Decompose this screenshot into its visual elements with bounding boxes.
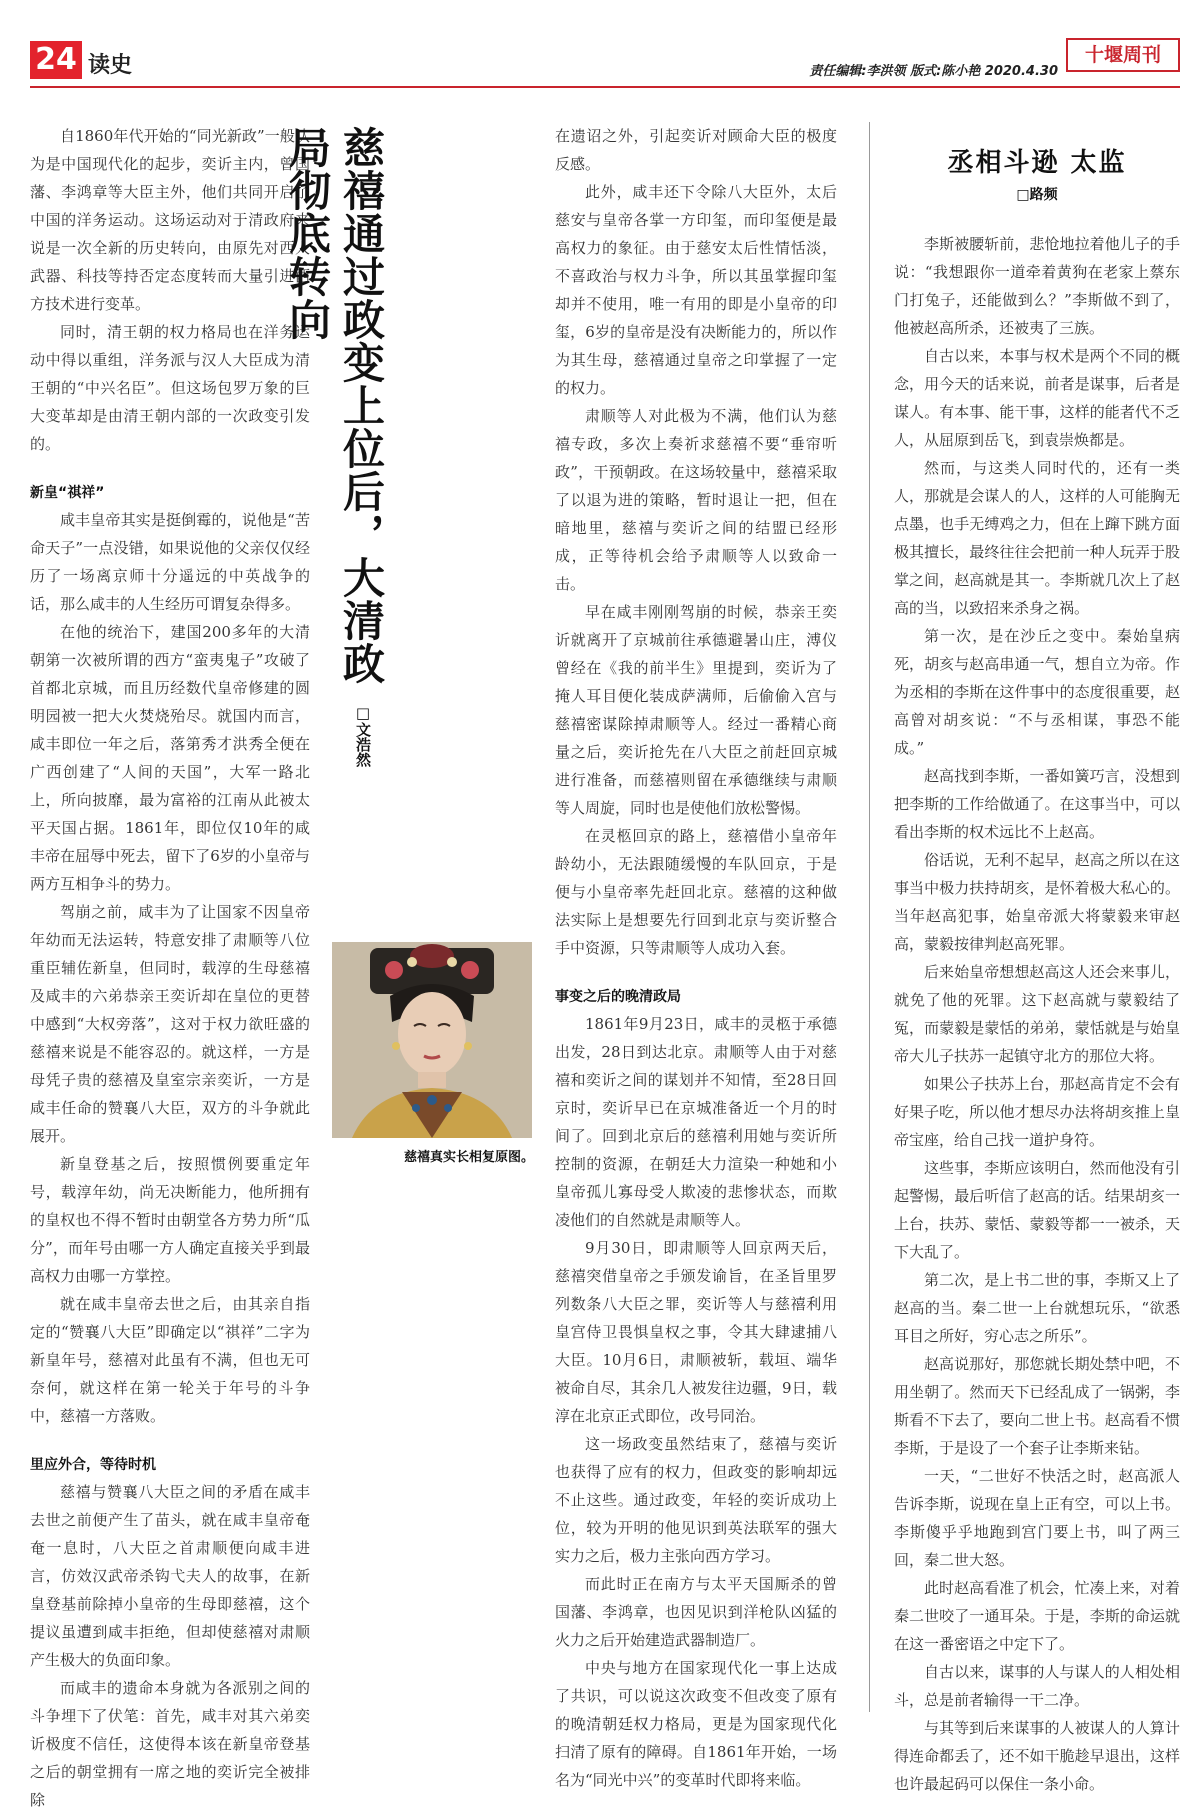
paragraph: 咸丰皇帝其实是挺倒霉的，说他是“苦命天子”一点没错，如果说他的父亲仅仅经历了一场离京师十分遥远的中英战争的话，那么咸丰的人生经历可谓复杂得多。 bbox=[30, 511, 310, 613]
paragraph: 早在咸丰刚刚驾崩的时候，恭亲王奕䜣就离开了京城前往承德避暑山庄，溥仪曾经在《我的前半生》里提到，奕䜣为了掩人耳目便化装成萨满师，后偷偷入宫与慈禧密谋除掉肃顺等人。经过一番精心商量之后，奕䜣抢先在八大臣之前赶回京城进行准备，而慈禧则留在承德继续与肃顺等人周旋，同时也是使他们放松警惕。 bbox=[555, 603, 837, 817]
page-header bbox=[0, 0, 1200, 100]
side-article-body bbox=[894, 230, 1180, 1798]
paragraph: 俗话说，无利不起早，赵高之所以在这事当中极力扶持胡亥，是怀着极大私心的。当年赵高犯事，始皇帝派大将蒙毅来审赵高，蒙毅按律判赵高死罪。 bbox=[894, 851, 1180, 953]
paragraph: 如果公子扶苏上台，那赵高肯定不会有好果子吃，所以他才想尽办法将胡亥推上皇帝宝座，给自己找一道护身符。 bbox=[894, 1075, 1180, 1149]
paragraph: 这一场政变虽然结束了，慈禧与奕䜣也获得了应有的权力，但政变的影响却远不止这些。通过政变，年轻的奕䜣成功上位，较为开明的他见识到英法联军的强大实力之后，极力主张向西方学习。 bbox=[555, 1435, 837, 1565]
paragraph: 而此时正在南方与太平天国厮杀的曾国藩、李鸿章，也因见识到洋枪队凶猛的火力之后开始建造武器制造厂。 bbox=[555, 1575, 837, 1649]
paragraph: 自古以来，本事与权术是两个不同的概念，用今天的话来说，前者是谋事，后者是谋人。有本事、能干事，这样的能者代不乏人，从屈原到岳飞，到袁崇焕都是。 bbox=[894, 347, 1180, 449]
paragraph: 然而，与这类人同时代的，还有一类人，那就是会谋人的人，这样的人可能胸无点墨，也手无缚鸡之力，但在上蹿下跳方面极其擅长，最终往往会把前一种人玩弄于股掌之间，赵高就是其一。李斯就几次上了赵高的当，以致招来杀身之祸。 bbox=[894, 459, 1180, 617]
paragraph: 第二次，是上书二世的事，李斯又上了赵高的当。秦二世一上台就想玩乐，“欲悉耳目之所好，穷心志之所乐”。 bbox=[894, 1271, 1180, 1345]
paragraph: 后来始皇帝想想赵高这人还会来事儿，就免了他的死罪。这下赵高就与蒙毅结了冤，而蒙毅是蒙恬的弟弟，蒙恬就是与始皇帝大儿子扶苏一起镇守北方的那位大将。 bbox=[894, 963, 1180, 1065]
section-name: 读史 bbox=[88, 53, 133, 78]
paragraph: 肃顺等人对此极为不满，他们认为慈禧专政，多次上奏祈求慈禧不要“垂帘听政”，干预朝政。在这场较量中，慈禧采取了以退为进的策略，暂时退让一把，但在暗地里，慈禧与奕䜣之间的结盟已经形成，正等待机会给予肃顺等人以致命一击。 bbox=[555, 407, 837, 593]
paragraph: 在遗诏之外，引起奕䜣对顾命大臣的极度反感。 bbox=[555, 127, 837, 173]
side-article-title: 丞相斗逊 太监 bbox=[947, 148, 1127, 178]
paragraph: 慈禧与赞襄八大臣之间的矛盾在咸丰去世之前便产生了苗头，就在咸丰皇帝奄奄一息时，八大臣之首肃顺便向咸丰进言，仿效汉武帝杀钩弋夫人的故事，在新皇登基前除掉小皇帝的生母即慈禧，这个提议虽遭到咸丰拒绝，但却使慈禧对肃顺产生极大的负面印象。 bbox=[30, 1483, 310, 1669]
paragraph: 这些事，李斯应该明白，然而他没有引起警惕，最后听信了赵高的话。结果胡亥一上台，扶苏、蒙恬、蒙毅等都一一被杀，天下大乱了。 bbox=[894, 1159, 1180, 1261]
header-rule bbox=[30, 86, 1180, 88]
paragraph: 9月30日，即肃顺等人回京两天后，慈禧突借皇帝之手颁发谕旨，在圣旨里罗列数条八大臣之罪，奕䜣等人与慈禧利用皇宫侍卫畏惧皇权之事，令其大肆逮捕八大臣。10月6日，肃顺被斩，载垣、端华被命自尽，其余几人被发往边疆，9日，载淳在北京正式即位，改号同治。 bbox=[555, 1239, 837, 1425]
paragraph: 就在咸丰皇帝去世之后，由其亲自指定的“赞襄八大臣”即确定以“祺祥”二字为新皇年号，慈禧对此虽有不满，但也无可奈何，就这样在第一轮关于年号的斗争中，慈禧一方落败。 bbox=[30, 1295, 310, 1425]
main-article-title: 慈禧通过政变上位后，大清政局彻底转向 bbox=[283, 126, 386, 685]
paragraph: 一天，“二世好不快活之时，赵高派人告诉李斯，说现在皇上正有空，可以上书。李斯傻乎乎地跑到宫门要上书，叫了两三回，秦二世大怒。 bbox=[894, 1467, 1180, 1569]
paragraph: 赵高找到李斯，一番如簧巧言，没想到把李斯的工作给做通了。在这事当中，可以看出李斯的权术远比不上赵高。 bbox=[894, 767, 1180, 841]
side-article-byline: □路频 bbox=[1016, 187, 1058, 203]
page-number: 24 bbox=[30, 41, 82, 79]
paragraph: 新皇登基之后，按照惯例要重定年号，载淳年幼，尚无决断能力，他所拥有的皇权也不得不暂时由朝堂各方势力所“瓜分”，而年号由哪一方人确定直接关乎到最高权力由哪一方掌控。 bbox=[30, 1155, 310, 1285]
column-divider bbox=[869, 122, 870, 1712]
paragraph: 而咸丰的遗命本身就为各派别之间的斗争埋下了伏笔：首先，咸丰对其六弟奕䜣极度不信任，这使得本该在新皇帝登基之后的朝堂拥有一席之地的奕䜣完全被排除 bbox=[30, 1679, 310, 1809]
subheading: 里应外合，等待时机 bbox=[30, 1457, 156, 1473]
paragraph: 驾崩之前，咸丰为了让国家不因皇帝年幼而无法运转，特意安排了肃顺等八位重臣辅佐新皇，但同时，载淳的生母慈禧及咸丰的六弟恭亲王奕䜣却在皇位的更替中感到“大权旁落”，这对于权力欲旺盛的慈禧来说是不能容忍的。就这样，一方是母凭子贵的慈禧及皇室宗亲奕䜣，一方是咸丰任命的赞襄八大臣，双方的斗争就此展开。 bbox=[30, 903, 310, 1145]
subheading: 事变之后的晚清政局 bbox=[555, 989, 681, 1005]
portrait-photo bbox=[332, 942, 532, 1138]
paragraph: 在他的统治下，建国200多年的大清朝第一次被所谓的西方“蛮夷鬼子”攻破了首都北京城，而且历经数代皇帝修建的圆明园被一把大火焚烧殆尽。就国内而言，咸丰即位一年之后，落第秀才洪秀全便在广西创建了“人间的天国”，大军一路北上，所向披靡，最为富裕的江南从此被太平天国占据。1861年，即位仅10年的咸丰帝在屈辱中死去，留下了6岁的小皇帝与两方互相争斗的势力。 bbox=[30, 623, 310, 893]
paragraph: 赵高说那好，那您就长期处禁中吧，不用坐朝了。然而天下已经乱成了一锅粥，李斯看不下去了，要向二世上书。赵高看不惯李斯，于是设了一个套子让李斯来钻。 bbox=[894, 1355, 1180, 1457]
main-article-byline: □文浩然 bbox=[354, 704, 372, 767]
masthead-logo: 十堰周刊 bbox=[1066, 38, 1180, 72]
main-article-column-1 bbox=[30, 122, 310, 1814]
paragraph: 李斯被腰斩前，悲怆地拉着他儿子的手说：“我想跟你一道牵着黄狗在老家上蔡东门打兔子，还能做到么？”李斯做不到了，他被赵高所杀，还被夷了三族。 bbox=[894, 235, 1180, 337]
paragraph: 在灵柩回京的路上，慈禧借小皇帝年龄幼小，无法跟随缓慢的车队回京，于是便与小皇帝率先赶回北京。慈禧的这种做法实际上是想要先行回到北京与奕䜣整合手中资源，只等肃顺等人成功入套。 bbox=[555, 827, 837, 957]
paragraph: 自1860年代开始的“同光新政”一般认为是中国现代化的起步，奕䜣主内，曾国藩、李鸿章等大臣主外，他们共同开启了中国的洋务运动。这场运动对于清政府来说是一次全新的历史转向，由原先对西人武器、科技等持否定态度转而大量引进西方技术进行变革。 bbox=[30, 127, 310, 313]
paragraph: 1861年9月23日，咸丰的灵柩于承德出发，28日到达北京。肃顺等人由于对慈禧和奕䜣之间的谋划并不知情，至28日回京时，奕䜣早已在京城准备近一个月的时间了。回到北京后的慈禧利用她与奕䜣所控制的资源，在朝廷大力渲染一种她和小皇帝孤儿寡母受人欺凌的悲惨状态，而欺凌他们的自然就是肃顺等人。 bbox=[555, 1015, 837, 1229]
paragraph: 与其等到后来谋事的人被谋人的人算计得连命都丢了，还不如干脆趁早退出，这样也许最起码可以保住一条小命。 bbox=[894, 1719, 1180, 1793]
main-article-column-2 bbox=[555, 122, 837, 1794]
paragraph: 第一次，是在沙丘之变中。秦始皇病死，胡亥与赵高串通一气，想自立为帝。作为丞相的李斯在这件事中的态度很重要，赵高曾对胡亥说：“不与丞相谋，事恐不能成。” bbox=[894, 627, 1180, 757]
subheading: 新皇“祺祥” bbox=[30, 485, 105, 501]
paragraph: 中央与地方在国家现代化一事上达成了共识，可以说这次政变不但改变了原有的晚清朝廷权力格局，更是为国家现代化扫清了原有的障碍。自1861年开始，一场名为“同光中兴”的变革时代即将来临。 bbox=[555, 1659, 837, 1789]
paragraph: 此外，咸丰还下令除八大臣外，太后慈安与皇帝各掌一方印玺，而印玺便是最高权力的象征。由于慈安太后性情恬淡，不喜政治与权力斗争，所以其虽掌握印玺却并不使用，唯一有用的即是小皇帝的印玺，6岁的皇帝是没有决断能力的，所以作为其生母，慈禧通过皇帝之印掌握了一定的权力。 bbox=[555, 183, 837, 397]
paragraph: 自古以来，谋事的人与谋人的人相处相斗，总是前者输得一干二净。 bbox=[894, 1663, 1180, 1709]
paragraph: 此时赵高看准了机会，忙凑上来，对着秦二世咬了一通耳朵。于是，李斯的命运就在这一番密语之中定下了。 bbox=[894, 1579, 1180, 1653]
portrait-illustration bbox=[332, 942, 532, 1138]
editor-credits: 责任编辑:李洪领 版式:陈小艳 2020.4.30 bbox=[809, 64, 1058, 79]
photo-caption: 慈禧真实长相复原图。 bbox=[403, 1150, 534, 1165]
paragraph: 同时，清王朝的权力格局也在洋务运动中得以重组，洋务派与汉人大臣成为清王朝的“中兴名臣”。但这场包罗万象的巨大变革却是由清王朝内部的一次政变引发的。 bbox=[30, 323, 310, 453]
